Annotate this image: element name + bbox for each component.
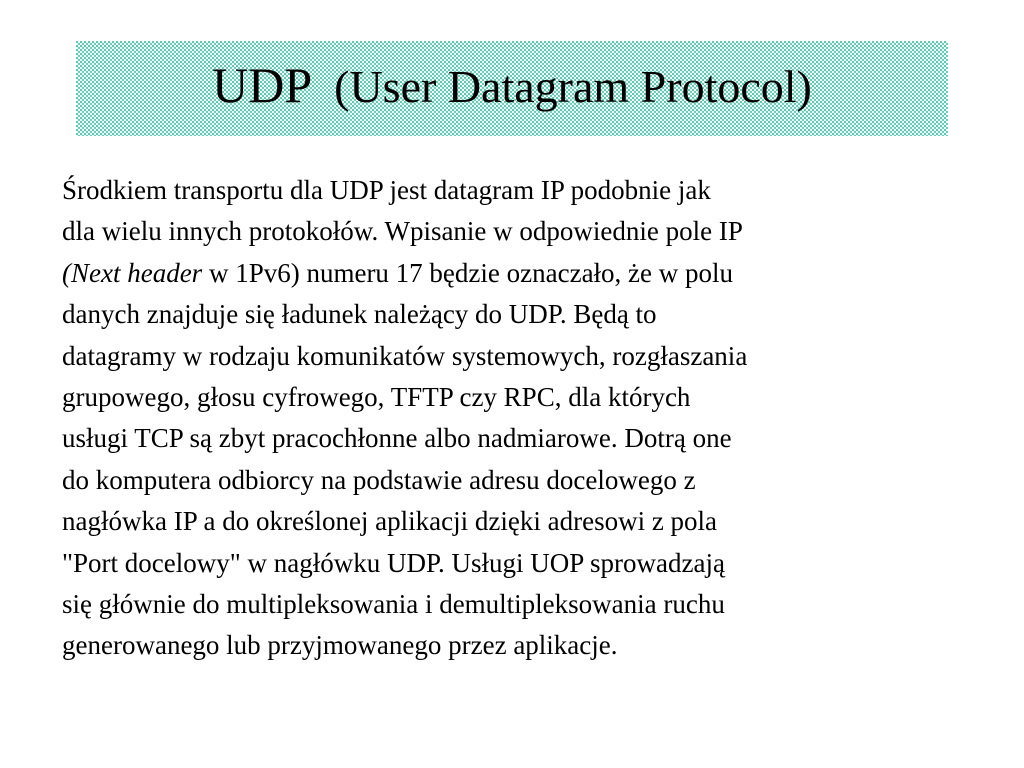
next-header-italic: (Next header	[62, 257, 203, 288]
body-line-11: się głównie do multipleksowania i demultipleksowania ruchu	[62, 589, 725, 620]
body-line-8: do komputera odbiorcy na podstawie adresu docelowego z	[62, 464, 696, 495]
title-subtitle: (User Datagram Protocol)	[334, 60, 812, 112]
body-line-7: usługi TCP są zbyt pracochłonne albo nadmiarowe. Dotrą one	[62, 423, 732, 454]
title-banner	[76, 41, 948, 136]
body-paragraph	[62, 170, 962, 667]
body-line-12: generowanego lub przyjmowanego przez aplikacje.	[62, 630, 618, 661]
body-line-10: "Port docelowy" w nagłówku UDP. Usługi UOP sprowadzają	[62, 547, 725, 578]
body-line-4: danych znajduje się ładunek należący do UDP. Będą to	[62, 299, 657, 330]
body-line-1: Środkiem transportu dla UDP jest datagram IP podobnie jak	[62, 175, 711, 205]
body-line-6: grupowego, głosu cyfrowego, TFTP czy RPC, dla których	[62, 382, 691, 413]
body-line-3	[62, 253, 962, 294]
body-line-3-rest: w 1Pv6) numeru 17 będzie oznaczało, że w polu	[202, 257, 734, 288]
body-line-9: nagłówka IP a do określonej aplikacji dzięki adresowi z pola	[62, 506, 718, 537]
body-line-2: dla wielu innych protokołów. Wpisanie w odpowiednie pole IP	[62, 216, 743, 247]
slide-title	[212, 56, 812, 113]
title-main: UDP	[212, 56, 313, 113]
body-line-5: datagramy w rodzaju komunikatów systemowych, rozgłaszania	[62, 340, 748, 371]
